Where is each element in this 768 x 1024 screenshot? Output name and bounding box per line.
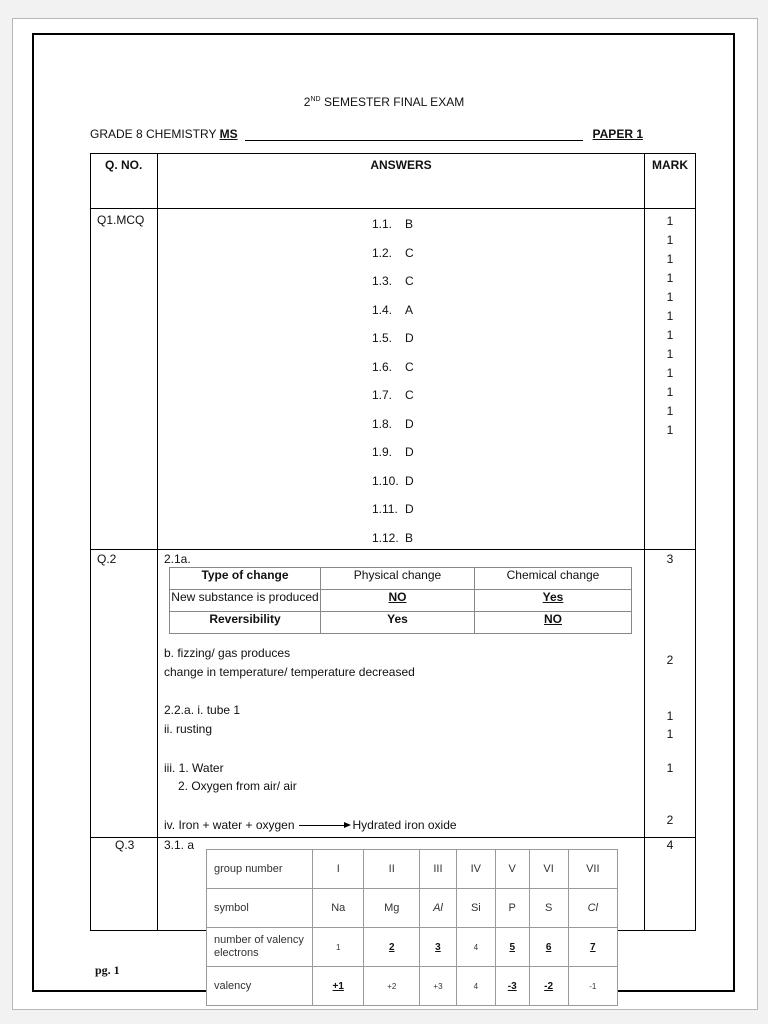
group-cell: VI xyxy=(529,850,568,889)
mcq-answer-row xyxy=(372,330,492,359)
mcq-question-number: 1.5. xyxy=(372,331,393,345)
mcq-answer-letter: C xyxy=(405,359,414,374)
mcq-answer-row xyxy=(372,387,492,416)
mcq-answer-row xyxy=(372,245,492,274)
mcq-answer-letter: D xyxy=(405,416,414,431)
subject-label: GRADE 8 CHEMISTRY MS xyxy=(90,127,238,141)
valency-cell: -2 xyxy=(529,967,568,1006)
mcq-question-number: 1.8. xyxy=(372,416,393,431)
q2-d-line1: iii. 1. Water xyxy=(164,761,224,775)
q2-marks xyxy=(645,550,696,838)
q2-c-line1: 2.2.a. i. tube 1 xyxy=(164,703,241,717)
q2-d-line2: 2. Oxygen from air/ air xyxy=(178,779,297,793)
mcq-answer-letter: A xyxy=(405,302,414,317)
q2-b-line2: change in temperature/ temperature decreased xyxy=(164,665,415,679)
group-cell: IV xyxy=(456,850,495,889)
mcq-answer-row xyxy=(372,216,492,245)
mcq-question-number: 1.7. xyxy=(372,388,393,402)
change-type-table xyxy=(169,567,632,634)
group-cell: V xyxy=(495,850,529,889)
electrons-cell: 5 xyxy=(495,928,529,967)
q1-mark-list xyxy=(645,209,695,440)
valency-cell: -1 xyxy=(568,967,617,1006)
periodic-group-table xyxy=(206,849,618,1006)
symbol-cell: Mg xyxy=(364,889,420,928)
mcq-answer-row xyxy=(372,444,492,473)
q2-answers xyxy=(158,550,645,838)
valency-label: valency xyxy=(207,967,313,1006)
mcq-answer-row xyxy=(372,302,492,331)
mcq-mark: 1 xyxy=(666,290,674,304)
change-row2-chemical: NO xyxy=(475,612,632,634)
equation-reactants: iv. Iron + water + oxygen xyxy=(164,818,295,832)
mcq-mark: 1 xyxy=(666,233,674,247)
change-header-type: Type of change xyxy=(170,568,321,590)
group-cell: III xyxy=(420,850,457,889)
valency-cell: 4 xyxy=(456,967,495,1006)
mcq-question-number: 1.2. xyxy=(372,245,393,260)
mcq-answer-list xyxy=(372,216,492,558)
valency-electrons-label: number of valency electrons xyxy=(207,928,313,967)
mcq-mark: 1 xyxy=(666,423,674,437)
change-header-chemical: Chemical change xyxy=(475,568,632,590)
q2-label: Q.2 xyxy=(91,550,158,838)
symbol-cell: P xyxy=(495,889,529,928)
electrons-cell: 1 xyxy=(313,928,364,967)
change-row1-chemical: Yes xyxy=(475,590,632,612)
mcq-answer-row xyxy=(372,501,492,530)
electrons-cell: 4 xyxy=(456,928,495,967)
symbol-cell: S xyxy=(529,889,568,928)
q1-label: Q1.MCQ xyxy=(91,209,158,550)
q2-mark-3: 1 xyxy=(666,709,674,723)
mcq-answer-letter: D xyxy=(405,331,414,345)
mcq-mark: 1 xyxy=(666,328,674,342)
q2-mark-2: 2 xyxy=(666,653,674,667)
mcq-question-number: 1.9. xyxy=(372,445,393,459)
mcq-question-number: 1.11. xyxy=(372,502,398,516)
equation-product: Hydrated iron oxide xyxy=(352,818,457,832)
q3-label: Q.3 xyxy=(91,838,158,931)
symbol-cell: Al xyxy=(420,889,457,928)
mcq-question-number: 1.6. xyxy=(372,359,393,374)
q2-mark-1: 3 xyxy=(666,552,674,566)
reaction-arrow-icon xyxy=(299,825,349,826)
mcq-answer-letter: B xyxy=(405,530,414,545)
exam-title: 2ND SEMESTER FINAL EXAM xyxy=(303,95,465,109)
electrons-cell: 6 xyxy=(529,928,568,967)
q2-mark-5: 1 xyxy=(666,761,674,775)
symbol-cell: Si xyxy=(456,889,495,928)
electrons-cell: 3 xyxy=(420,928,457,967)
change-row1-label: New substance is produced xyxy=(170,590,321,612)
mcq-mark: 1 xyxy=(666,404,674,418)
mcq-answer-letter: D xyxy=(405,473,414,488)
page-number: pg. 1 xyxy=(95,963,120,977)
mcq-mark: 1 xyxy=(666,271,674,285)
q2-c-line2: ii. rusting xyxy=(164,722,213,736)
mcq-answer-row xyxy=(372,473,492,502)
symbol-label: symbol xyxy=(207,889,313,928)
electrons-cell: 2 xyxy=(364,928,420,967)
mcq-mark: 1 xyxy=(666,385,674,399)
mcq-answer-row xyxy=(372,359,492,388)
mcq-question-number: 1.1. xyxy=(372,217,393,231)
col-header-qno: Q. NO. xyxy=(91,154,158,209)
mcq-mark: 1 xyxy=(666,252,674,266)
mcq-answer-letter: C xyxy=(405,388,414,402)
change-row2-physical: Yes xyxy=(321,612,475,634)
header-rule xyxy=(245,140,583,141)
valency-cell: +3 xyxy=(420,967,457,1006)
mcq-question-number: 1.12. xyxy=(372,530,399,545)
valency-cell: +1 xyxy=(313,967,364,1006)
mcq-mark: 1 xyxy=(666,366,674,380)
valency-cell: -3 xyxy=(495,967,529,1006)
mcq-answer-row xyxy=(372,273,492,302)
electrons-cell: 7 xyxy=(568,928,617,967)
mcq-answer-letter: D xyxy=(405,445,414,459)
answer-table xyxy=(90,153,696,931)
q3-answers: 3.1. a xyxy=(158,838,645,931)
mcq-mark: 1 xyxy=(666,309,674,323)
q2-part-a: 2.1a. xyxy=(164,552,191,566)
mcq-answer-row xyxy=(372,416,492,445)
mcq-mark: 1 xyxy=(666,214,674,228)
q2-b-line1: b. fizzing/ gas produces xyxy=(164,646,291,660)
mcq-answer-letter: C xyxy=(405,274,414,288)
group-cell: II xyxy=(364,850,420,889)
group-number-label: group number xyxy=(207,850,313,889)
change-row1-physical: NO xyxy=(321,590,475,612)
q2-mark-4: 1 xyxy=(666,727,674,741)
q2-equation xyxy=(164,816,457,834)
mcq-question-number: 1.3. xyxy=(372,274,393,288)
q1-marks xyxy=(645,209,696,550)
symbol-cell: Na xyxy=(313,889,364,928)
mcq-mark: 1 xyxy=(666,347,674,361)
mcq-answer-letter: D xyxy=(405,502,414,516)
q2-mark-6: 2 xyxy=(666,813,674,827)
change-header-physical: Physical change xyxy=(321,568,475,590)
q1-answers xyxy=(158,209,645,550)
group-cell: VII xyxy=(568,850,617,889)
mcq-answer-letter: C xyxy=(405,245,414,260)
col-header-mark: MARK xyxy=(645,154,696,209)
change-row2-label: Reversibility xyxy=(170,612,321,634)
q3-mark: 4 xyxy=(645,838,696,931)
group-cell: I xyxy=(313,850,364,889)
paper-label: PAPER 1 xyxy=(592,127,643,141)
col-header-answers: ANSWERS xyxy=(158,154,645,209)
mcq-answer-letter: B xyxy=(405,217,414,231)
valency-cell: +2 xyxy=(364,967,420,1006)
mcq-question-number: 1.10. xyxy=(372,473,399,488)
symbol-cell: Cl xyxy=(568,889,617,928)
mcq-question-number: 1.4. xyxy=(372,302,393,317)
